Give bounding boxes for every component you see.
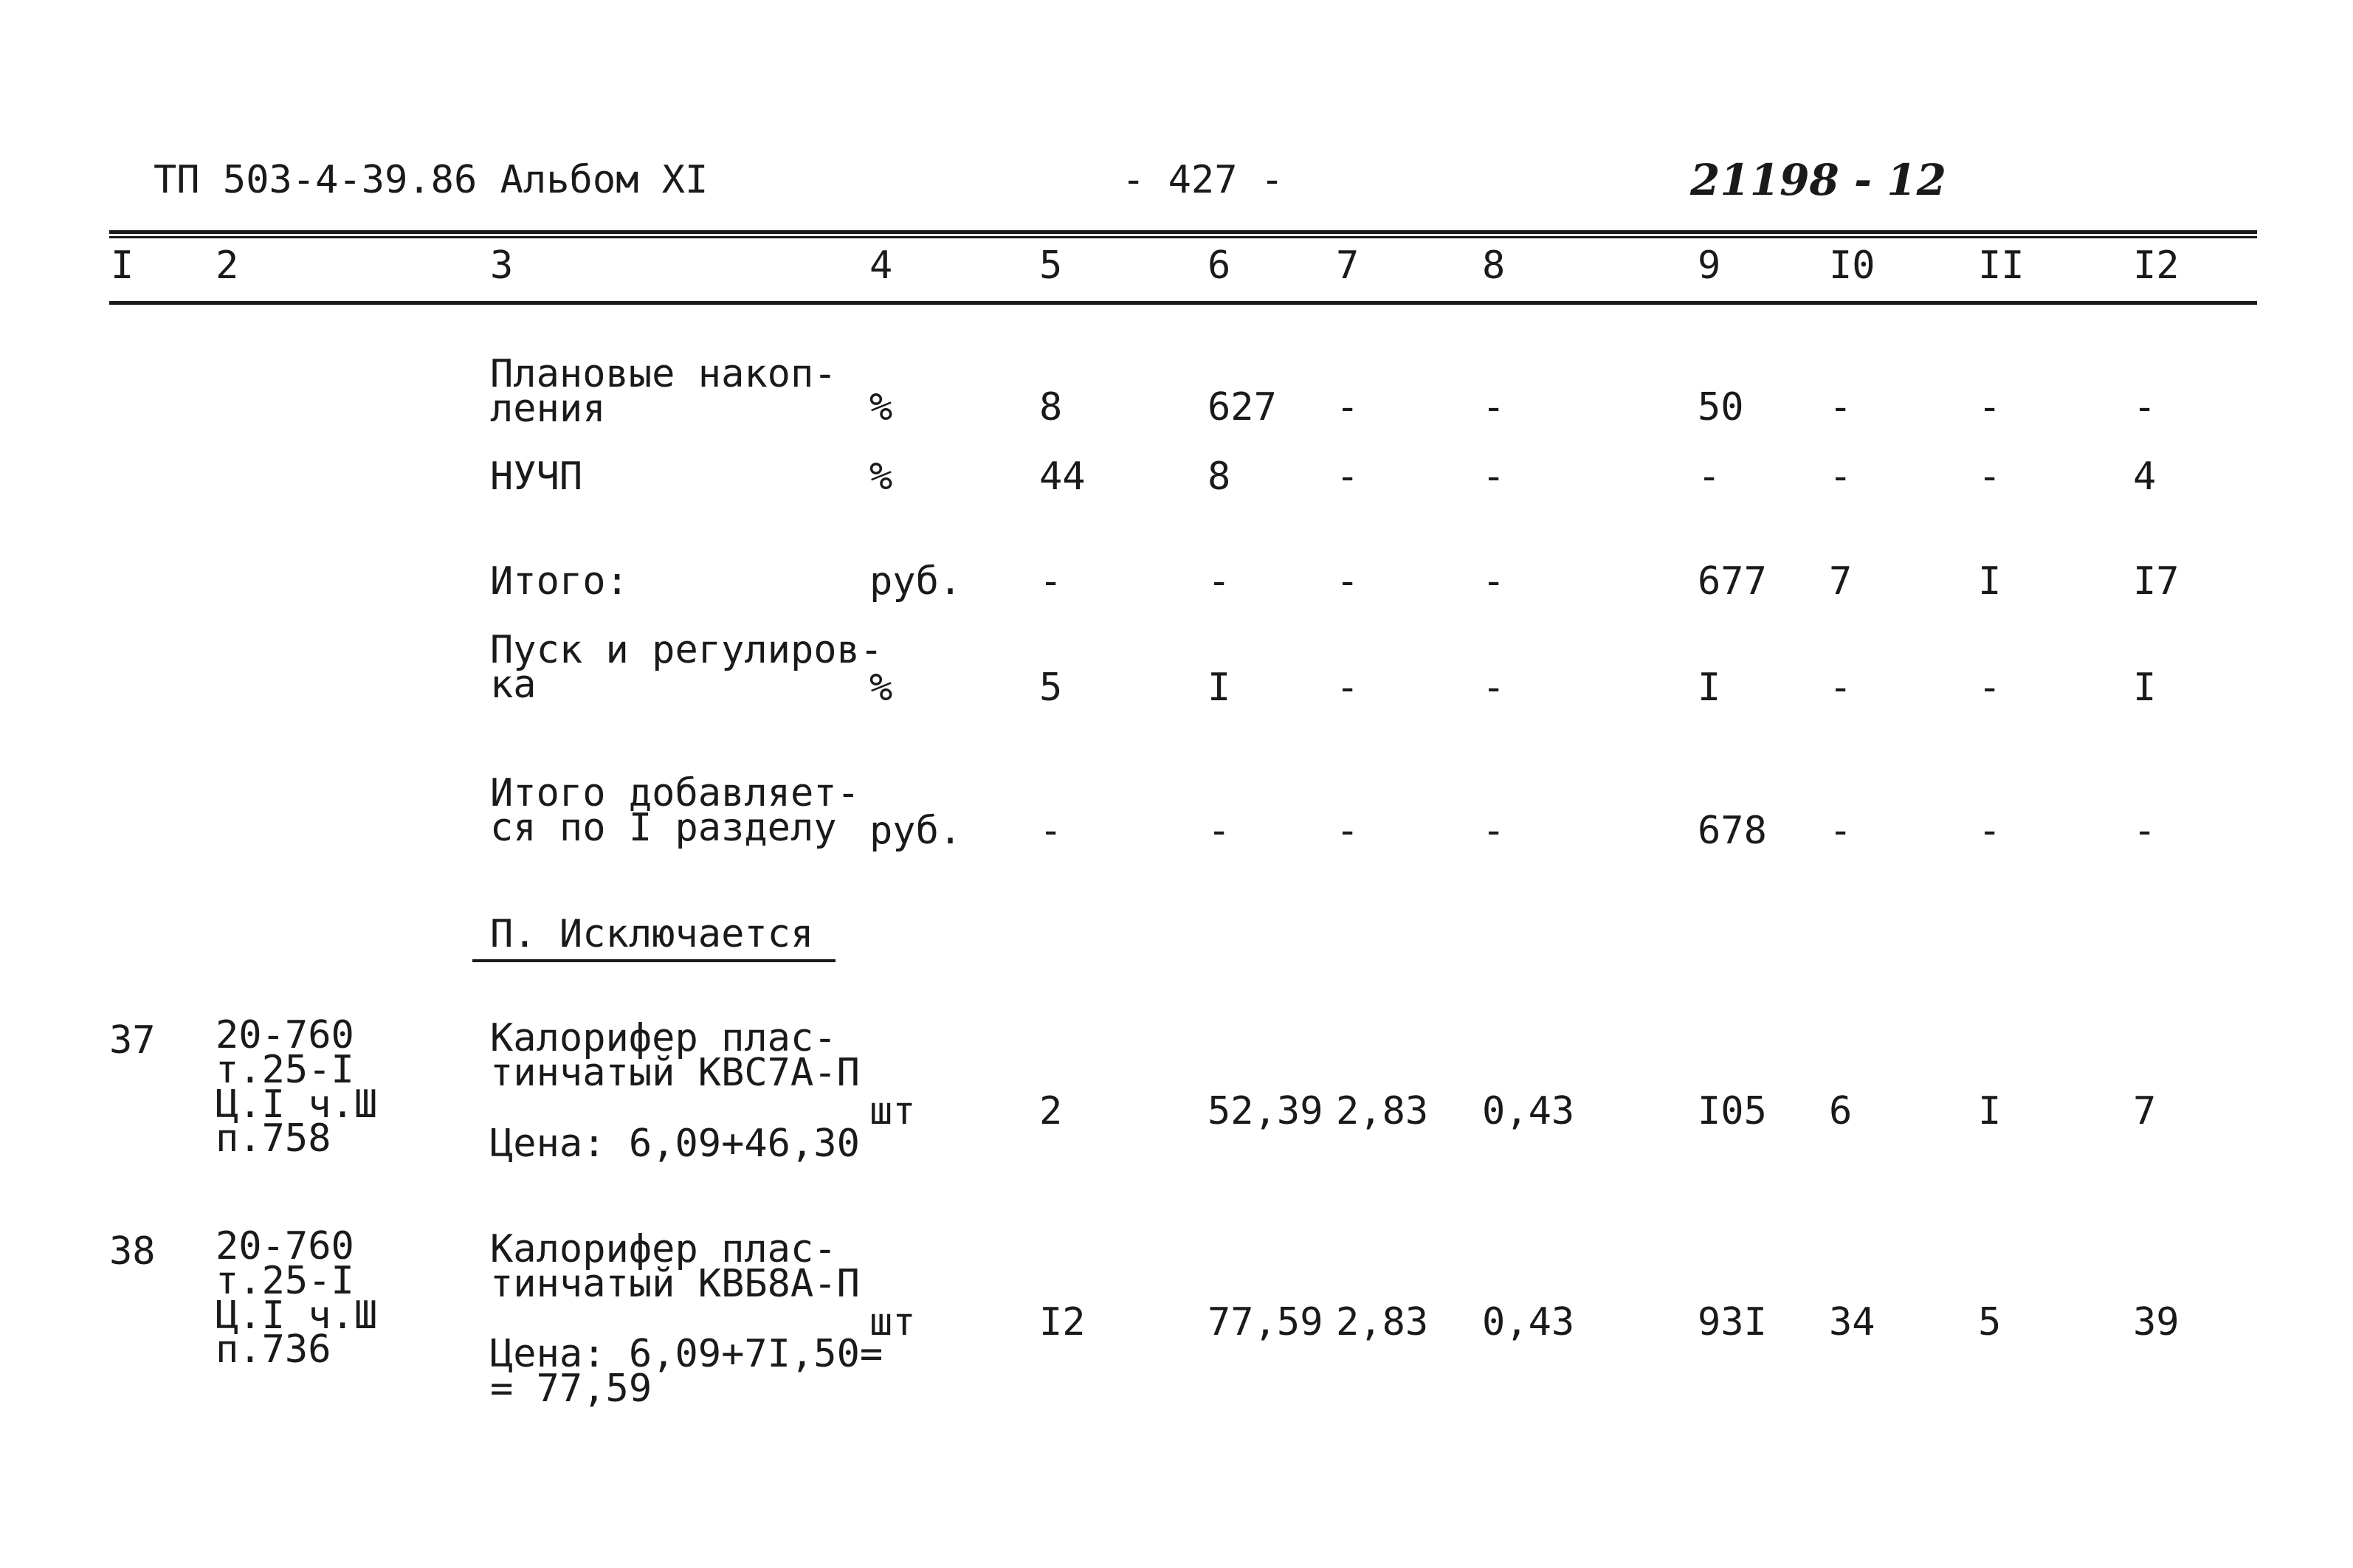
cell: - — [1978, 809, 2002, 853]
cell: I7 — [2133, 559, 2180, 604]
cell: - — [1336, 385, 1360, 429]
cell: 2,83 — [1336, 1300, 1429, 1344]
item-37-reference: 20-760 т.25-I Ц.I ч.Ш п.758 — [216, 1013, 378, 1161]
cell: 677 — [1698, 559, 1767, 604]
item-37-unit: шт — [869, 1089, 916, 1133]
cell: - — [1039, 559, 1063, 604]
row-section-total-name: Итого добавляет- ся по I разделу — [490, 771, 860, 850]
cell: - — [1039, 809, 1063, 853]
cell: I — [1978, 1089, 2002, 1133]
item-37-price: Цена: 6,09+46,30 — [490, 1122, 860, 1166]
item-38-price: Цена: 6,09+7I,50= = 77,59 — [490, 1332, 883, 1411]
cell: 44 — [1039, 455, 1086, 499]
cell: - — [1207, 559, 1231, 604]
cell: 93I — [1698, 1300, 1767, 1344]
cell: - — [1207, 809, 1231, 853]
cell: - — [1482, 559, 1506, 604]
cell: 0,43 — [1482, 1089, 1575, 1133]
cell: 4 — [2133, 455, 2157, 499]
cell: 39 — [2133, 1300, 2180, 1344]
row-startup-name: Пуск и регулиров- ка — [490, 628, 883, 707]
item-38-unit: шт — [869, 1300, 916, 1344]
cell: - — [1336, 559, 1360, 604]
cell: 52,39 — [1207, 1089, 1323, 1133]
section-heading: П. Исключается — [472, 912, 836, 962]
col-header-8: 8 — [1482, 244, 1506, 288]
row-nuchp-name: НУЧП — [490, 455, 583, 499]
cell: - — [1698, 455, 1721, 499]
cell: 8 — [1207, 455, 1231, 499]
col-header-11: II — [1978, 244, 2025, 288]
row-nuchp-unit: % — [869, 455, 893, 499]
cell: 2,83 — [1336, 1089, 1429, 1133]
cell: - — [1829, 666, 1853, 710]
cell: 5 — [1978, 1300, 2002, 1344]
row-planned-savings-name: Плановые накоп- ления — [490, 352, 837, 431]
col-header-12: I2 — [2133, 244, 2180, 288]
cell: - — [1336, 809, 1360, 853]
cell: I — [1207, 666, 1231, 710]
cell: 34 — [1829, 1300, 1875, 1344]
cell: 8 — [1039, 385, 1063, 429]
cell: 5 — [1039, 666, 1063, 710]
item-38-name: Калорифер плас- тинчатый КВБ8А-П — [490, 1227, 860, 1306]
row-total-name: Итого: — [490, 559, 629, 604]
row-total-unit: руб. — [869, 559, 962, 604]
cell: - — [1482, 455, 1506, 499]
col-header-3: 3 — [490, 244, 514, 288]
cell: - — [1482, 666, 1506, 710]
top-double-rule-1 — [109, 230, 2257, 234]
row-planned-savings-unit: % — [869, 385, 893, 429]
cell: 678 — [1698, 809, 1767, 853]
cell: - — [2133, 809, 2157, 853]
cell: - — [1336, 455, 1360, 499]
cell: - — [1482, 809, 1506, 853]
header-bottom-rule — [109, 301, 2257, 305]
page-number: - 427 - — [1122, 158, 1284, 202]
cell: - — [1978, 455, 2002, 499]
col-header-10: I0 — [1829, 244, 1875, 288]
item-38-reference: 20-760 т.25-I Ц.I ч.Ш п.736 — [216, 1224, 378, 1372]
cell: I2 — [1039, 1300, 1086, 1344]
cell: 2 — [1039, 1089, 1063, 1133]
cell: I05 — [1698, 1089, 1767, 1133]
col-header-6: 6 — [1207, 244, 1231, 288]
col-header-2: 2 — [216, 244, 239, 288]
cell: - — [1829, 455, 1853, 499]
cell: 6 — [1829, 1089, 1853, 1133]
item-37-number: 37 — [109, 1018, 156, 1063]
cell: - — [1829, 809, 1853, 853]
item-37-name: Калорифер плас- тинчатый КВС7А-П — [490, 1016, 860, 1095]
cell: - — [1978, 385, 2002, 429]
document-reference: ТП 503-4-39.86 Альбом XI — [154, 158, 709, 202]
cell: - — [1482, 385, 1506, 429]
col-header-9: 9 — [1698, 244, 1721, 288]
handwritten-code: 21198 - 12 — [1690, 155, 1946, 205]
cell: - — [1978, 666, 2002, 710]
cell: I — [1978, 559, 2002, 604]
item-38-number: 38 — [109, 1229, 156, 1274]
col-header-1: I — [111, 244, 134, 288]
cell: - — [1829, 385, 1853, 429]
cell: - — [1336, 666, 1360, 710]
cell: 0,43 — [1482, 1300, 1575, 1344]
cell: 627 — [1207, 385, 1277, 429]
col-header-7: 7 — [1336, 244, 1360, 288]
row-startup-unit: % — [869, 666, 893, 710]
top-double-rule-2 — [109, 236, 2257, 238]
cell: I — [1698, 666, 1721, 710]
cell: I — [2133, 666, 2157, 710]
col-header-4: 4 — [869, 244, 893, 288]
cell: 50 — [1698, 385, 1744, 429]
cell: 77,59 — [1207, 1300, 1323, 1344]
cell: - — [2133, 385, 2157, 429]
cell: 7 — [1829, 559, 1853, 604]
row-section-total-unit: руб. — [869, 809, 962, 853]
cell: 7 — [2133, 1089, 2157, 1133]
col-header-5: 5 — [1039, 244, 1063, 288]
